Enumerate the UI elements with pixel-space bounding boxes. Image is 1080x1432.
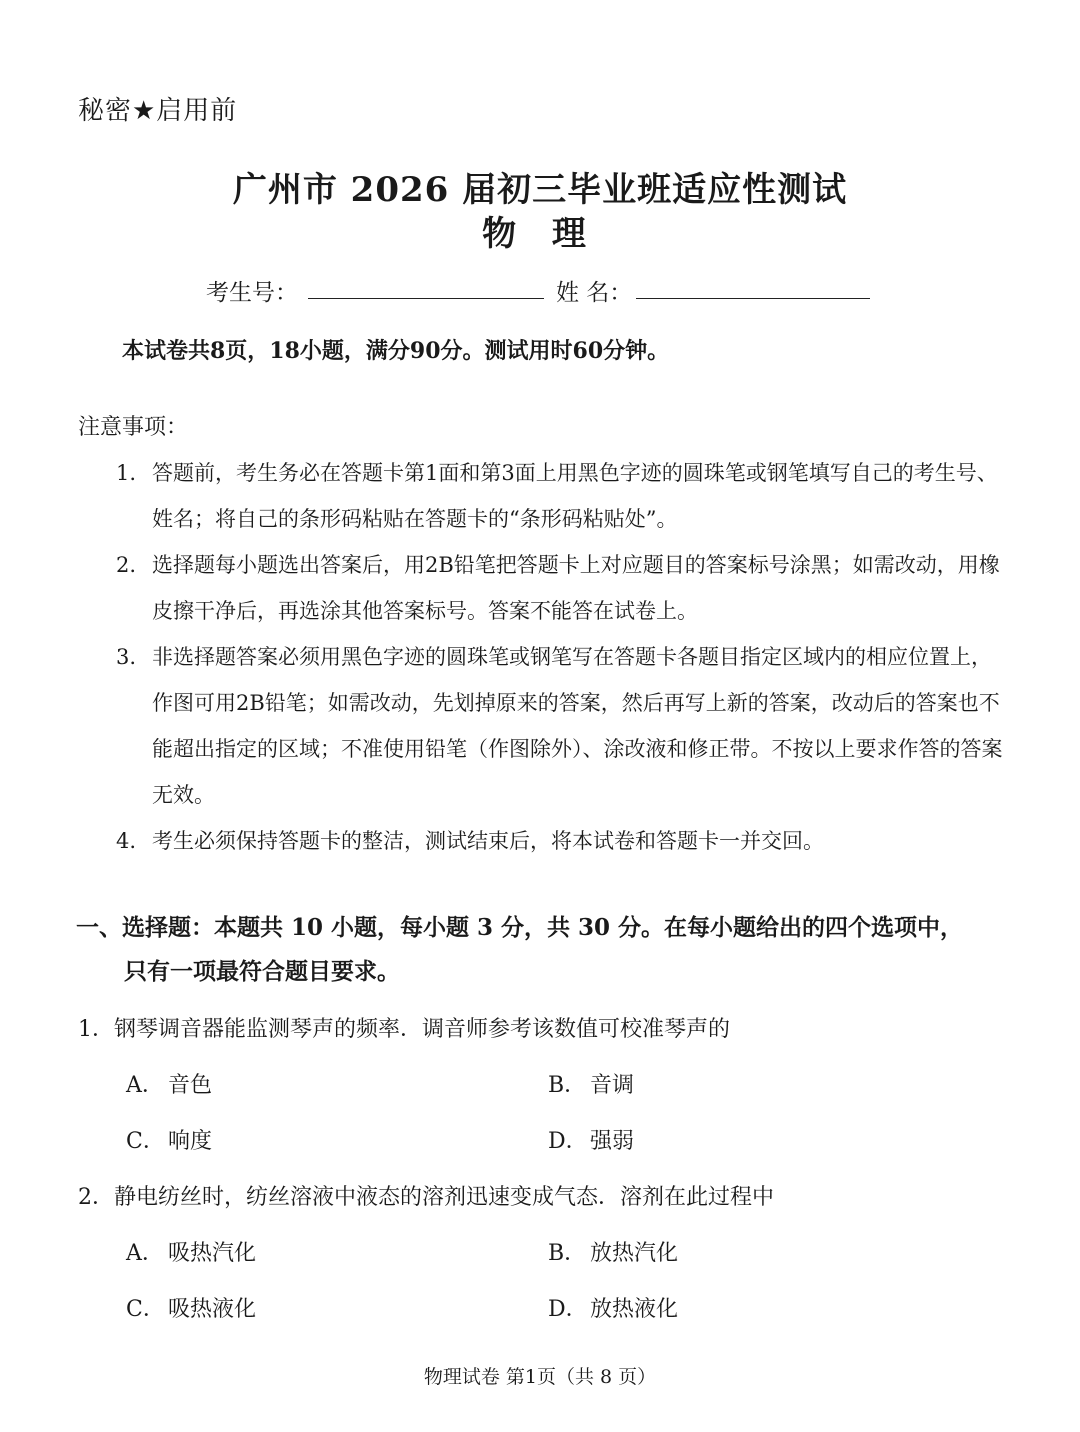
option-letter: D．: [548, 1129, 588, 1154]
notice-text: 考生必须保持答题卡的整洁，测试结束后，将本试卷和答题卡一并交回。: [152, 829, 824, 853]
notice-item: [112, 542, 1012, 634]
notice-item: [112, 634, 1012, 818]
name-label: 姓 名：: [556, 280, 633, 306]
notice-number: 2.: [116, 553, 137, 577]
option-letter: B．: [548, 1073, 587, 1098]
section-heading-line1: 一、选择题：本题共 10 小题，每小题 3 分，共 30 分。在每小题给出的四个选项中，: [76, 914, 964, 941]
option-letter: A．: [126, 1241, 164, 1266]
name-blank: [636, 298, 870, 299]
notice-heading: 注意事项：: [78, 415, 189, 440]
exam-info: 本试卷共8页，18小题，满分90分。测试用时60分钟。: [122, 338, 670, 364]
option-letter: A．: [126, 1073, 164, 1098]
question-1-option-c: [126, 1124, 212, 1155]
notice-list: [112, 450, 1012, 864]
question-2-stem: 2．静电纺丝时，纺丝溶液中液态的溶剂迅速变成气态．溶剂在此过程中: [78, 1185, 774, 1210]
notice-number: 4.: [116, 829, 137, 853]
option-text: 放热汽化: [590, 1241, 679, 1266]
option-text: 放热液化: [590, 1297, 679, 1322]
notice-item: [112, 818, 1012, 864]
notice-text: 非选择题答案必须用黑色字迹的圆珠笔或钢笔写在答题卡各题目指定区域内的相应位置上，作图可用2B铅笔；如需改动，先划掉原来的答案，然后再写上新的答案，改动后的答案也不能超出指定的区域；不准使用铅笔（作图除外）、涂改液和修正带。不按以上要求作答的答案无效。: [152, 645, 1003, 807]
exam-number-blank: [308, 298, 544, 299]
question-2-option-a: [126, 1236, 256, 1267]
question-2-option-c: [126, 1292, 256, 1323]
question-2-option-d: [548, 1292, 678, 1323]
option-text: 吸热汽化: [168, 1241, 257, 1266]
question-1-stem: 1．钢琴调音器能监测琴声的频率．调音师参考该数值可校准琴声的: [78, 1017, 730, 1042]
option-text: 音色: [168, 1073, 213, 1098]
notice-number: 3.: [116, 645, 137, 669]
option-letter: D．: [548, 1297, 588, 1322]
notice-item: [112, 450, 1012, 542]
notice-number: 1.: [116, 461, 137, 485]
option-text: 吸热液化: [168, 1297, 257, 1322]
notice-text: 答题前，考生务必在答题卡第1面和第3面上用黑色字迹的圆珠笔或钢笔填写自己的考生号、姓名；将自己的条形码粘贴在答题卡的“条形码粘贴处”。: [152, 461, 998, 531]
option-letter: C．: [126, 1297, 165, 1322]
exam-number-label: 考生号：: [206, 280, 298, 306]
option-text: 响度: [168, 1129, 213, 1154]
question-1-option-d: [548, 1124, 634, 1155]
question-1-option-a: [126, 1068, 212, 1099]
option-letter: B．: [548, 1241, 587, 1266]
question-2-option-b: [548, 1236, 678, 1267]
question-1-option-b: [548, 1068, 634, 1099]
exam-title: 广州市 2026 届初三毕业班适应性测试: [232, 170, 848, 210]
page-footer: 物理试卷 第1页（共 8 页）: [423, 1366, 657, 1388]
section-heading-line2: 只有一项最符合题目要求。: [124, 958, 400, 985]
section-heading: [76, 906, 1006, 994]
notice-text: 选择题每小题选出答案后，用2B铅笔把答题卡上对应题目的答案标号涂黑；如需改动，用橡皮擦干净后，再选涂其他答案标号。答案不能答在试卷上。: [152, 553, 1000, 623]
option-text: 音调: [590, 1073, 635, 1098]
confidential-label: 秘密★启用前: [78, 96, 238, 126]
option-letter: C．: [126, 1129, 165, 1154]
option-text: 强弱: [590, 1129, 635, 1154]
subject-title: 物 理: [482, 214, 598, 254]
